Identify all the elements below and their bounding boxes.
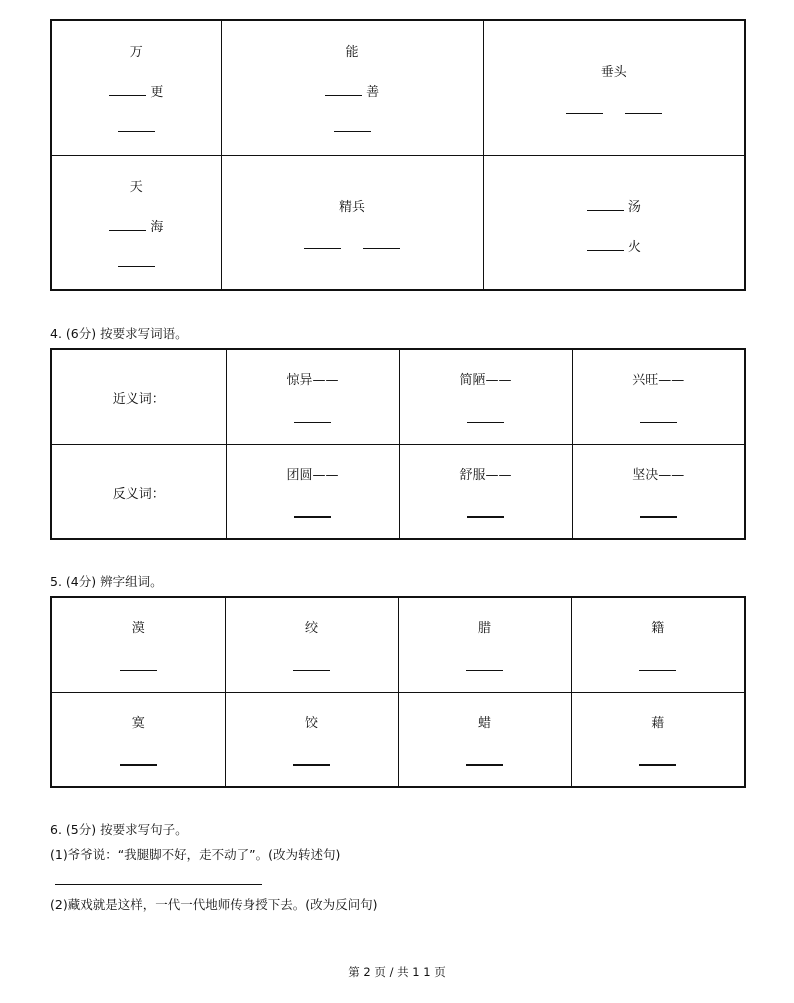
cell-suffix: 更 <box>150 85 164 100</box>
sentence-1: (1)爷爷说：“我腿脚不好，走不动了”。(改为转述句) <box>50 847 341 862</box>
cell-suffix: 海 <box>150 219 164 235</box>
blank-line[interactable] <box>640 421 677 423</box>
blank-line[interactable] <box>467 515 504 518</box>
blank-line[interactable] <box>640 515 677 518</box>
blank-line[interactable] <box>109 94 146 96</box>
word-prompt: 团圆—— <box>286 467 339 483</box>
cell-suffix: 汤 <box>627 199 641 215</box>
answer-line[interactable] <box>55 884 262 885</box>
blank-line[interactable] <box>466 763 503 766</box>
row-label-cell <box>51 349 226 444</box>
blank-line[interactable] <box>293 669 330 671</box>
cell-chuitou <box>483 20 745 155</box>
blank-line[interactable] <box>109 229 146 231</box>
blank-line[interactable] <box>120 669 157 671</box>
blank-line[interactable] <box>639 669 676 671</box>
blank-line[interactable] <box>304 247 341 249</box>
cell-tang-huo <box>483 155 745 290</box>
row-label: 近义词： <box>112 392 165 407</box>
blank-line[interactable] <box>294 515 331 518</box>
blank-line[interactable] <box>325 94 362 96</box>
cell-jingbing <box>221 155 483 290</box>
synonym-antonym-table <box>50 348 746 540</box>
page-number: 第 2 页 / 共 1 1 页 <box>348 965 446 979</box>
blank-line[interactable] <box>587 209 624 211</box>
character: 寞 <box>131 715 145 731</box>
cell-wan <box>51 20 221 155</box>
cell-head: 万 <box>129 45 143 60</box>
cell-suffix: 善 <box>366 85 380 100</box>
blank-line[interactable] <box>639 763 676 766</box>
blank-line[interactable] <box>118 265 155 267</box>
character: 漠 <box>131 621 145 636</box>
blank-line[interactable] <box>294 421 331 423</box>
row-label: 反义词： <box>112 486 165 502</box>
sentence-2: (2)藏戏就是这样，一代一代地师传身授下去。(改为反问句) <box>50 897 378 912</box>
word-fill-table <box>50 19 746 291</box>
word-prompt: 坚决—— <box>632 467 685 483</box>
word-prompt: 舒服—— <box>459 467 512 483</box>
blank-line[interactable] <box>467 421 504 423</box>
cell-head: 垂头 <box>600 65 627 80</box>
question-4-title: 4. (6分) 按要求写词语。 <box>50 326 188 341</box>
cell-suffix: 火 <box>627 239 641 255</box>
character-distinguish-table <box>50 596 746 788</box>
cell-head: 能 <box>345 45 359 60</box>
cell-tian <box>51 155 221 290</box>
blank-line[interactable] <box>363 247 400 249</box>
character: 蜡 <box>477 715 491 731</box>
word-prompt: 兴旺—— <box>632 373 685 388</box>
word-prompt: 惊异—— <box>286 373 339 388</box>
blank-line[interactable] <box>566 112 603 114</box>
question-6-title: 6. (5分) 按要求写句子。 <box>50 822 188 837</box>
blank-line[interactable] <box>466 669 503 671</box>
blank-line[interactable] <box>625 112 662 114</box>
blank-line[interactable] <box>293 763 330 766</box>
cell-neng <box>221 20 483 155</box>
cell-head: 天 <box>129 179 143 195</box>
blank-line[interactable] <box>334 130 371 132</box>
character: 绞 <box>304 621 318 636</box>
blank-line[interactable] <box>120 763 157 766</box>
character: 籍 <box>651 621 665 636</box>
question-5-title: 5. (4分) 辨字组词。 <box>50 574 163 589</box>
blank-line[interactable] <box>587 249 624 251</box>
cell-head: 精兵 <box>338 199 365 215</box>
row-label-cell <box>51 444 226 539</box>
character: 藉 <box>651 715 665 731</box>
character: 腊 <box>477 621 491 636</box>
word-prompt: 简陋—— <box>459 373 512 388</box>
blank-line[interactable] <box>118 130 155 132</box>
character: 饺 <box>304 715 318 731</box>
